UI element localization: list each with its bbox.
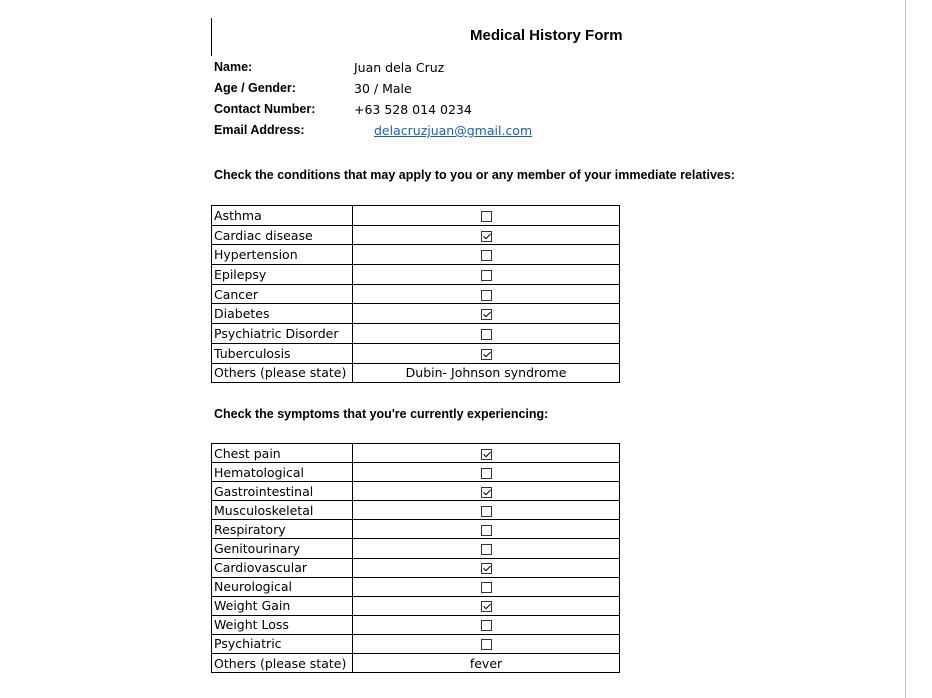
condition-label: Psychiatric Disorder: [212, 324, 353, 344]
checkbox-unchecked[interactable]: [481, 582, 492, 593]
symptom-checkbox-cell: [353, 463, 620, 482]
symptom-row: [212, 539, 620, 558]
condition-label: Asthma: [212, 206, 353, 226]
symptom-checkbox-cell: [353, 520, 620, 539]
condition-row: [212, 265, 620, 285]
symptom-label: Weight Gain: [212, 596, 353, 615]
symptom-row: [212, 558, 620, 577]
symptom-label: Weight Loss: [212, 615, 353, 634]
condition-label: Tuberculosis: [212, 343, 353, 363]
checkbox-checked[interactable]: [481, 601, 492, 612]
checkbox-unchecked[interactable]: [481, 270, 492, 281]
condition-checkbox-cell: [353, 265, 620, 285]
email-link[interactable]: delacruzjuan@gmail.com: [374, 123, 533, 138]
checkbox-unchecked[interactable]: [481, 211, 492, 222]
checkbox-unchecked[interactable]: [481, 250, 492, 261]
symptom-label: Chest pain: [212, 444, 353, 463]
symptom-row: [212, 463, 620, 482]
checkbox-checked[interactable]: [481, 487, 492, 498]
symptom-checkbox-cell: [353, 634, 620, 653]
checkbox-unchecked[interactable]: [481, 639, 492, 650]
symptom-others-row: [212, 654, 620, 673]
symptom-checkbox-cell: [353, 482, 620, 501]
page-edge: [905, 0, 906, 698]
symptom-row: [212, 444, 620, 463]
checkbox-checked[interactable]: [481, 231, 492, 242]
symptom-checkbox-cell: [353, 577, 620, 596]
checkbox-unchecked[interactable]: [481, 329, 492, 340]
condition-others-row: [212, 363, 620, 383]
condition-row: [212, 343, 620, 363]
symptom-row: [212, 577, 620, 596]
name-value[interactable]: Juan dela Cruz: [354, 60, 445, 75]
condition-label: Cardiac disease: [212, 225, 353, 245]
symptom-label: Genitourinary: [212, 539, 353, 558]
condition-checkbox-cell: [353, 206, 620, 226]
symptom-label: Neurological: [212, 577, 353, 596]
symptom-checkbox-cell: [353, 444, 620, 463]
condition-checkbox-cell: [353, 304, 620, 324]
condition-row: [212, 225, 620, 245]
name-label: Name:: [214, 60, 253, 74]
checkbox-unchecked[interactable]: [481, 525, 492, 536]
symptom-row: [212, 482, 620, 501]
condition-checkbox-cell: [353, 324, 620, 344]
symptom-others-value[interactable]: [353, 654, 620, 673]
symptoms-heading: Check the symptoms that you're currently experiencing:: [214, 407, 549, 421]
text-cursor: [211, 18, 212, 56]
symptom-checkbox-cell: [353, 501, 620, 520]
symptom-checkbox-cell: [353, 558, 620, 577]
condition-checkbox-cell: [353, 343, 620, 363]
condition-label: Hypertension: [212, 245, 353, 265]
symptom-others-label: Others (please state): [212, 654, 353, 673]
age-gender-label: Age / Gender:: [214, 81, 296, 95]
checkbox-unchecked[interactable]: [481, 290, 492, 301]
conditions-heading: Check the conditions that may apply to you or any member of your immediate relatives:: [214, 168, 735, 182]
symptoms-table: [211, 443, 620, 673]
condition-others-label: Others (please state): [212, 363, 353, 383]
checkbox-unchecked[interactable]: [481, 620, 492, 631]
symptom-row: [212, 615, 620, 634]
checkbox-checked[interactable]: [481, 349, 492, 360]
age-gender-value[interactable]: 30 / Male: [354, 81, 412, 96]
condition-others-text: Dubin- Johnson syndrome: [405, 365, 567, 381]
condition-row: [212, 304, 620, 324]
page-title: Medical History Form: [470, 27, 623, 44]
condition-others-value[interactable]: [353, 363, 620, 383]
condition-row: [212, 245, 620, 265]
condition-row: [212, 324, 620, 344]
symptom-label: Cardiovascular: [212, 558, 353, 577]
symptom-row: [212, 520, 620, 539]
condition-checkbox-cell: [353, 245, 620, 265]
condition-checkbox-cell: [353, 225, 620, 245]
checkbox-checked[interactable]: [481, 563, 492, 574]
symptom-row: [212, 501, 620, 520]
condition-row: [212, 284, 620, 304]
symptom-checkbox-cell: [353, 615, 620, 634]
contact-number-label: Contact Number:: [214, 102, 316, 116]
condition-label: Cancer: [212, 284, 353, 304]
symptom-label: Musculoskeletal: [212, 501, 353, 520]
email-label: Email Address:: [214, 123, 305, 137]
checkbox-checked[interactable]: [481, 309, 492, 320]
symptom-label: Respiratory: [212, 520, 353, 539]
symptom-row: [212, 634, 620, 653]
conditions-table: [211, 205, 620, 383]
checkbox-checked[interactable]: [481, 449, 492, 460]
checkbox-unchecked[interactable]: [481, 468, 492, 479]
condition-label: Epilepsy: [212, 265, 353, 285]
condition-row: [212, 206, 620, 226]
condition-checkbox-cell: [353, 284, 620, 304]
contact-number-value[interactable]: +63 528 014 0234: [354, 102, 472, 117]
symptom-row: [212, 596, 620, 615]
symptom-checkbox-cell: [353, 596, 620, 615]
checkbox-unchecked[interactable]: [481, 544, 492, 555]
condition-label: Diabetes: [212, 304, 353, 324]
symptom-label: Gastrointestinal: [212, 482, 353, 501]
checkbox-unchecked[interactable]: [481, 506, 492, 517]
symptom-others-text: fever: [469, 655, 503, 671]
symptom-label: Psychiatric: [212, 634, 353, 653]
symptom-checkbox-cell: [353, 539, 620, 558]
symptom-label: Hematological: [212, 463, 353, 482]
